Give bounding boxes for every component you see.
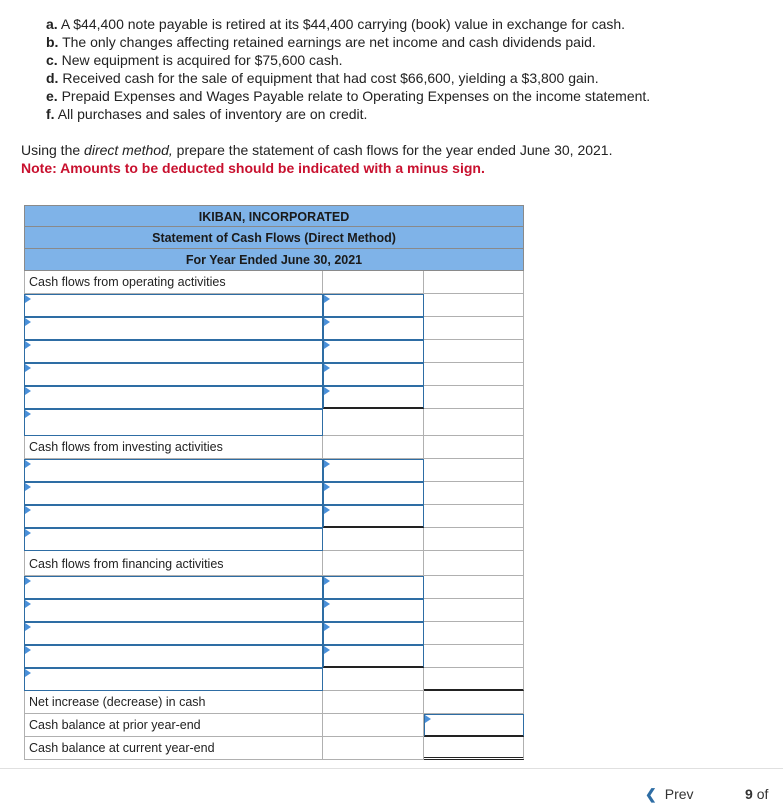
empty-cell [424,551,524,576]
investing-amount-input-1[interactable] [323,459,424,482]
current-balance-amount [424,737,524,760]
investing-label-input-1[interactable] [24,459,323,482]
page-of: of [756,786,769,802]
financing-row-1 [24,576,524,599]
current-balance-row [24,737,524,760]
empty-cell [323,691,424,714]
empty-cell [323,271,424,294]
investing-row-3 [24,505,524,528]
prior-balance-label: Cash balance at prior year-end [24,714,323,737]
operating-row-2 [24,317,524,340]
operating-total-label-input[interactable] [24,409,323,436]
financing-header-row [24,551,524,576]
prev-button[interactable] [645,786,694,803]
company-name: IKIBAN, INCORPORATED [24,205,524,227]
instruction-note: Note: Amounts to be deducted should be indicated with a minus sign. [21,160,485,176]
instruction-text: Using the direct method, prepare the statement of cash flows for the year ended June 30, 2021. [21,142,613,158]
financing-row-4 [24,645,524,668]
financing-label-input-1[interactable] [24,576,323,599]
operating-row-3 [24,340,524,363]
note-b: b. The only changes affecting retained earnings are net income and cash dividends paid. [46,34,596,50]
current-balance-label: Cash balance at current year-end [24,737,323,760]
empty-cell [424,271,524,294]
empty-cell [424,505,524,528]
operating-row-4 [24,363,524,386]
investing-section-label: Cash flows from investing activities [24,436,323,459]
financing-row-3 [24,622,524,645]
empty-cell [424,622,524,645]
financing-total-amount [424,668,524,691]
investing-amount-input-2[interactable] [323,482,424,505]
financing-total-label-input[interactable] [24,668,323,691]
operating-label-input-2[interactable] [24,317,323,340]
investing-row-1 [24,459,524,482]
investing-label-input-3[interactable] [24,505,323,528]
empty-cell [323,409,424,436]
empty-cell [424,386,524,409]
investing-header-row [24,436,524,459]
prev-label: Prev [664,786,694,802]
financing-amount-input-1[interactable] [323,576,424,599]
statement-title: Statement of Cash Flows (Direct Method) [24,227,524,249]
operating-row-1 [24,294,524,317]
problem-notes [46,15,650,123]
note-d: d. Received cash for the sale of equipment that had cost $66,600, yielding a $3,800 gain. [46,70,599,86]
empty-cell [424,599,524,622]
operating-label-input-4[interactable] [24,363,323,386]
empty-cell [424,459,524,482]
operating-amount-input-5[interactable] [323,386,424,409]
operating-label-input-3[interactable] [24,340,323,363]
empty-cell [323,714,424,737]
empty-cell [424,363,524,386]
financing-label-input-2[interactable] [24,599,323,622]
note-f: f. All purchases and sales of inventory are on credit. [46,106,368,122]
operating-amount-input-1[interactable] [323,294,424,317]
net-change-amount [424,691,524,714]
financing-label-input-3[interactable] [24,622,323,645]
statement-period: For Year Ended June 30, 2021 [24,249,524,271]
operating-amount-input-3[interactable] [323,340,424,363]
empty-cell [424,340,524,363]
empty-cell [323,528,424,551]
prior-balance-input[interactable] [424,714,524,737]
investing-total-row [24,528,524,551]
investing-amount-input-3[interactable] [323,505,424,528]
empty-cell [424,294,524,317]
prior-balance-row [24,714,524,737]
financing-amount-input-4[interactable] [323,645,424,668]
empty-cell [323,737,424,760]
financing-section-label: Cash flows from financing activities [24,551,323,576]
operating-row-5 [24,386,524,409]
operating-section-label: Cash flows from operating activities [24,271,323,294]
empty-cell [323,551,424,576]
empty-cell [424,436,524,459]
empty-cell [424,317,524,340]
empty-cell [424,576,524,599]
empty-cell [424,482,524,505]
net-change-row [24,691,524,714]
investing-row-2 [24,482,524,505]
investing-total-amount [424,528,524,551]
operating-label-input-5[interactable] [24,386,323,409]
investing-label-input-2[interactable] [24,482,323,505]
financing-label-input-4[interactable] [24,645,323,668]
empty-cell [323,436,424,459]
operating-amount-input-4[interactable] [323,363,424,386]
note-c: c. New equipment is acquired for $75,600 cash. [46,52,343,68]
page-current: 9 [745,786,753,802]
financing-amount-input-2[interactable] [323,599,424,622]
note-e: e. Prepaid Expenses and Wages Payable relate to Operating Expenses on the income statement. [46,88,651,104]
empty-cell [424,645,524,668]
operating-label-input-1[interactable] [24,294,323,317]
net-change-label: Net increase (decrease) in cash [24,691,323,714]
operating-header-row [24,271,524,294]
instructions [21,141,613,177]
financing-amount-input-3[interactable] [323,622,424,645]
operating-total-amount [424,409,524,436]
financing-row-2 [24,599,524,622]
operating-amount-input-2[interactable] [323,317,424,340]
note-a: a. A $44,400 note payable is retired at its $44,400 carrying (book) value in exchange for cash. [46,16,626,32]
nav-divider [0,768,783,769]
cash-flow-statement [24,205,524,760]
operating-total-row [24,409,524,436]
investing-total-label-input[interactable] [24,528,323,551]
empty-cell [323,668,424,691]
financing-total-row [24,668,524,691]
chevron-left-icon: ❮ [645,786,657,802]
